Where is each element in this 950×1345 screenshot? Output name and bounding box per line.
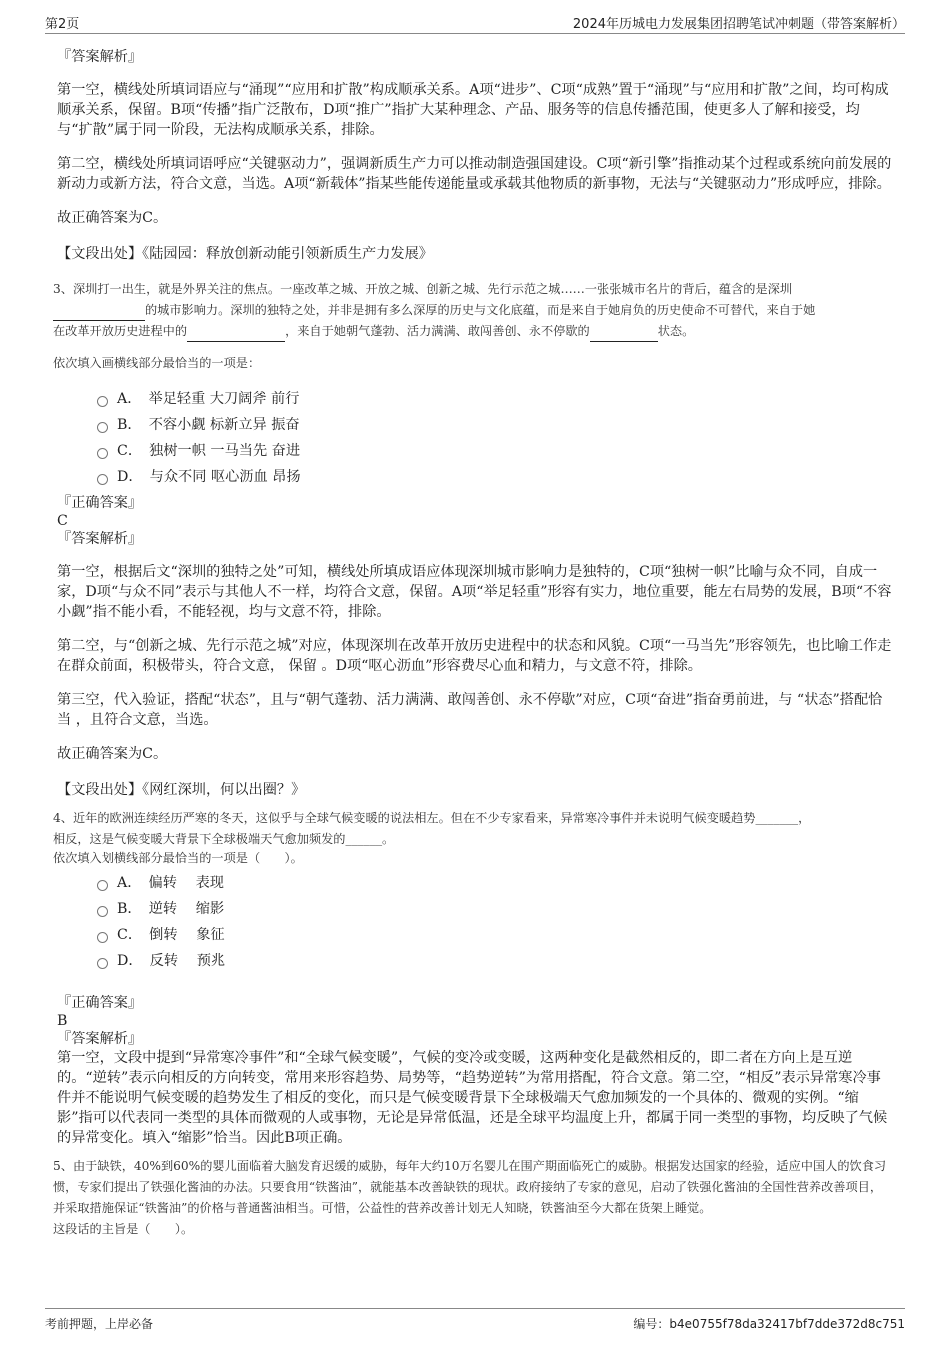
blank-1 — [53, 306, 145, 321]
q3-option-b[interactable]: B． 不容小觑 标新立异 振奋 — [97, 412, 892, 438]
q3-options — [57, 386, 892, 490]
q2-analysis-p1: 第一空，横线处所填词语应与“涌现”“应用和扩散”构成顺承关系。A项“进步”、C项“成熟”置于“涌现”与“应用和扩散”之间，均可构成顺承关系，保留。B项“传播”指广泛散布，D项“推广”指扩大某种理念、产品、服务等的信息传播范围，使更多人了解和接受，均与“扩散”属于同一阶段，无法构成顺承关系，排除。 — [57, 82, 889, 138]
q4-option-c[interactable]: C． 倒转 象征 — [97, 922, 892, 948]
q3-conclusion: 故正确答案为C。 — [57, 746, 168, 762]
q3-option-d[interactable]: D． 与众不同 呕心沥血 昂扬 — [97, 464, 892, 490]
q2-source: 【文段出处】《陆园园：释放创新动能引领新质生产力发展》 — [57, 246, 433, 262]
q5-prompt: 这段话的主旨是（ ）。 — [53, 1222, 194, 1236]
q2-analysis-p2: 第二空，横线处所填词语呼应“关键驱动力”，强调新质生产力可以推动制造强国建设。C项“新引擎”指推动某个过程或系统向前发展的新动力或新方法，符合文意，当选。A项“新载体”指某些能传递能量或承载其他物质的新事物，无法与“关键驱动力”形成呼应，排除。 — [57, 156, 892, 192]
radio-icon[interactable] — [97, 906, 108, 917]
q3-correct-tag: 『正确答案』 — [57, 495, 143, 511]
q4-answer: B — [57, 1013, 68, 1029]
q4-stem: 4、近年的欧洲连续经历严寒的冬天，这似乎与全球气候变暖的说法相左。但在不少专家看来，异常寒冷事件并未说明气候变暖趋势_______， 相反，这是气候变暖大背景下全球极端天气愈加频发的______。 — [53, 811, 811, 846]
q3-prompt: 依次填入画横线部分最恰当的一项是： — [53, 356, 261, 370]
q4-option-a[interactable]: A． 偏转 表现 — [97, 870, 892, 896]
radio-icon[interactable] — [97, 422, 108, 433]
radio-icon[interactable] — [97, 958, 108, 969]
q4-option-b[interactable]: B． 逆转 缩影 — [97, 896, 892, 922]
document-title: 2024年历城电力发展集团招聘笔试冲刺题（带答案解析） — [572, 17, 905, 32]
q2-conclusion: 故正确答案为C。 — [57, 210, 168, 226]
q3-analysis-p1: 第一空，根据后文“深圳的独特之处”可知，横线处所填成语应体现深圳城市影响力是独特的，C项“独树一帜”比喻与众不同，自成一家，D项“与众不同”表示与其他人不一样，均符合文意，保留。A项“举足轻重”形容有实力，地位重要，能左右局势的发展，B项“不容小觑”指不能小看，不能轻视，均与文意不符，排除。 — [57, 564, 892, 620]
q4-option-d[interactable]: D． 反转 预兆 — [97, 948, 892, 974]
radio-icon[interactable] — [97, 880, 108, 891]
q3-stem: 3、深圳打一出生，就是外界关注的焦点。一座改革之城、开放之城、创新之城、先行示范之城……一张张城市名片的背后，蕴含的是深圳 的城市影响力。深圳的独特之处，并非是拥有多么深厚的历史与文化底蕴，而是来自于她肩负的历史使命不可替代，来自于她 在改革开放历史进程中的 ，来自于她朝气蓬勃、活力满满、敢闯善创、永不停歇的 状态。 — [53, 279, 892, 342]
page-footer — [45, 1308, 905, 1335]
blank-2 — [187, 327, 285, 342]
q3-answer: C — [57, 513, 68, 529]
radio-icon[interactable] — [97, 448, 108, 459]
radio-icon[interactable] — [97, 474, 108, 485]
q5-stem: 5、由于缺铁，40%到60%的婴儿面临着大脑发育迟缓的威胁，每年大约10万名婴儿在围产期面临死亡的威胁。根据发达国家的经验，适应中国人的饮食习惯，专家们提出了铁强化酱油的办法。只要食用“铁酱油”，就能基本改善缺铁的现状。政府接纳了专家的意见，启动了铁强化酱油的全国性营养改善项目，并采取措施保证“铁酱油”的价格与普通酱油相当。可惜，公益性的营养改善计划无人知晓，铁酱油至今大都在货架上睡觉。 — [53, 1159, 887, 1215]
q3-analysis-p2: 第二空，与“创新之城、先行示范之城”对应，体现深圳在改革开放历史进程中的状态和风貌。C项“一马当先”形容领先，也比喻工作走在群众前面，积极带头，符合文意， 保留 。D项“呕心沥血”形容费尽心血和精力，与文意不符，排除。 — [57, 638, 892, 674]
blank-3 — [590, 327, 658, 342]
q4-analysis-p1: 第一空，文段中提到“异常寒冷事件”和“全球气候变暖”，气候的变冷或变暖，这两种变化是截然相反的，即二者在方向上是互逆的。“逆转”表示向相反的方向转变，常用来形容趋势、局势等，“趋势逆转”为常用搭配，符合文意。第二空，“相反”表示异常寒冷事件并不能说明气候变暖的趋势发生了相反的变化，而只是气候变暖背景下全球极端天气愈加频发的一个具体的、微观的实例。“缩影”指可以代表同一类型的具体而微观的人或事物，无论是异常低温，还是全球平均温度上升，都属于同一类型的事物，均反映了气候的异常变化。填入“缩影”恰当。因此B项正确。 — [57, 1050, 888, 1146]
q3-option-c[interactable]: C． 独树一帜 一马当先 奋进 — [97, 438, 892, 464]
q3-analysis-p3: 第三空，代入验证，搭配“状态”，且与“朝气蓬勃、活力满满、敢闯善创、永不停歇”对应，C项“奋进”指奋勇前进，与 “状态”搭配恰当 ，且符合文意，当选。 — [57, 692, 883, 728]
footer-serial: 编号：b4e0755f78da32417bf7dde372d8c751 — [633, 1317, 905, 1331]
q3-analysis-tag: 『答案解析』 — [57, 531, 143, 547]
q2-analysis-tag: 『答案解析』 — [57, 49, 143, 65]
page-number: 第2页 — [45, 17, 80, 32]
page-header — [45, 0, 905, 34]
q4-prompt: 依次填入划横线部分最恰当的一项是（ ）。 — [53, 851, 303, 865]
radio-icon[interactable] — [97, 396, 108, 407]
radio-icon[interactable] — [97, 932, 108, 943]
page-content — [53, 38, 892, 1240]
q4-analysis-tag: 『答案解析』 — [57, 1031, 143, 1047]
q4-options — [57, 870, 892, 974]
footer-slogan: 考前押题，上岸必备 — [45, 1317, 154, 1331]
q3-source: 【文段出处】《网红深圳，何以出圈？》 — [57, 782, 306, 798]
q3-option-a[interactable]: A． 举足轻重 大刀阔斧 前行 — [97, 386, 892, 412]
q4-correct-tag: 『正确答案』 — [57, 995, 143, 1011]
